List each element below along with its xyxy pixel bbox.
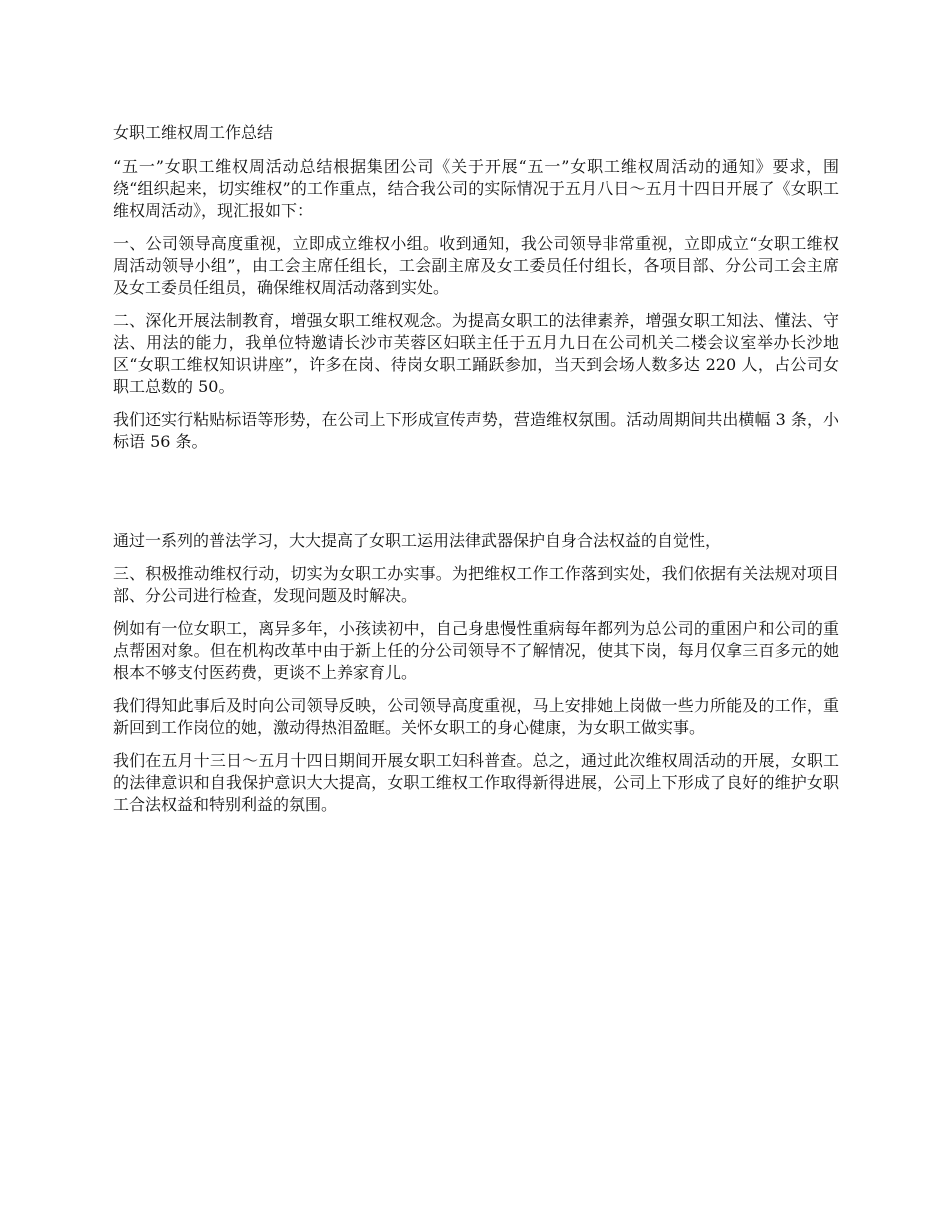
blank-gap [113, 464, 839, 530]
paragraph-intro: “五一”女职工维权周活动总结根据集团公司《关于开展“五一”女职工维权周活动的通知》要求，围绕“组织起来，切实维权”的工作重点，结合我公司的实际情况于五月八日～五月十四日开展了《女职工维权周活动》，现汇报如下： [113, 157, 839, 220]
paragraph-section-three: 三、积极推动维权行动，切实为女职工办实事。为把维权工作工作落到实处，我们依据有关法规对项目部、分公司进行检查，发现问题及时解决。 [113, 564, 839, 605]
paragraph-section-two: 二、深化开展法制教育，增强女职工维权观念。为提高女职工的法律素养，增强女职工知法、懂法、守法、用法的能力，我单位特邀请长沙市芙蓉区妇联主任于五月九日在公司机关二楼会议室举办长沙地区“女职工维权知识讲座”，许多在岗、待岗女职工踊跃参加，当天到会场人数多达 220 人，占公司女职工总数的 50。 [113, 311, 839, 396]
document-page [113, 122, 839, 827]
paragraph-conclusion: 我们在五月十三日～五月十四日期间开展女职工妇科普查。总之，通过此次维权周活动的开展，女职工的法律意识和自我保护意识大大提高，女职工维权工作取得新得进展，公司上下形成了良好的维护女职工合法权益和特别利益的氛围。 [113, 751, 839, 814]
paragraph-follow-up: 我们得知此事后及时向公司领导反映，公司领导高度重视，马上安排她上岗做一些力所能及的工作，重新回到工作岗位的她，激动得热泪盈眶。关怀女职工的身心健康，为女职工做实事。 [113, 696, 839, 737]
paragraph-example-case: 例如有一位女职工，离异多年，小孩读初中，自己身患慢性重病每年都列为总公司的重困户和公司的重点帮困对象。但在机构改革中由于新上任的分公司领导不了解情况，使其下岗，每月仅拿三百多元的她根本不够支付医药费，更谈不上养家育儿。 [113, 619, 839, 682]
paragraph-section-one: 一、公司领导高度重视，立即成立维权小组。收到通知，我公司领导非常重视，立即成立“女职工维权周活动领导小组”，由工会主席任组长，工会副主席及女工委员任付组长，各项目部、分公司工会主席及女工委员任组员，确保维权周活动落到实处。 [113, 234, 839, 297]
paragraph-slogans: 我们还实行粘贴标语等形势，在公司上下形成宣传声势，营造维权氛围。活动周期间共出横幅 3 条，小标语 56 条。 [113, 410, 839, 451]
document-title: 女职工维权周工作总结 [113, 123, 274, 142]
paragraph-legal-study: 通过一系列的普法学习，大大提高了女职工运用法律武器保护自身合法权益的自觉性， [113, 531, 722, 550]
